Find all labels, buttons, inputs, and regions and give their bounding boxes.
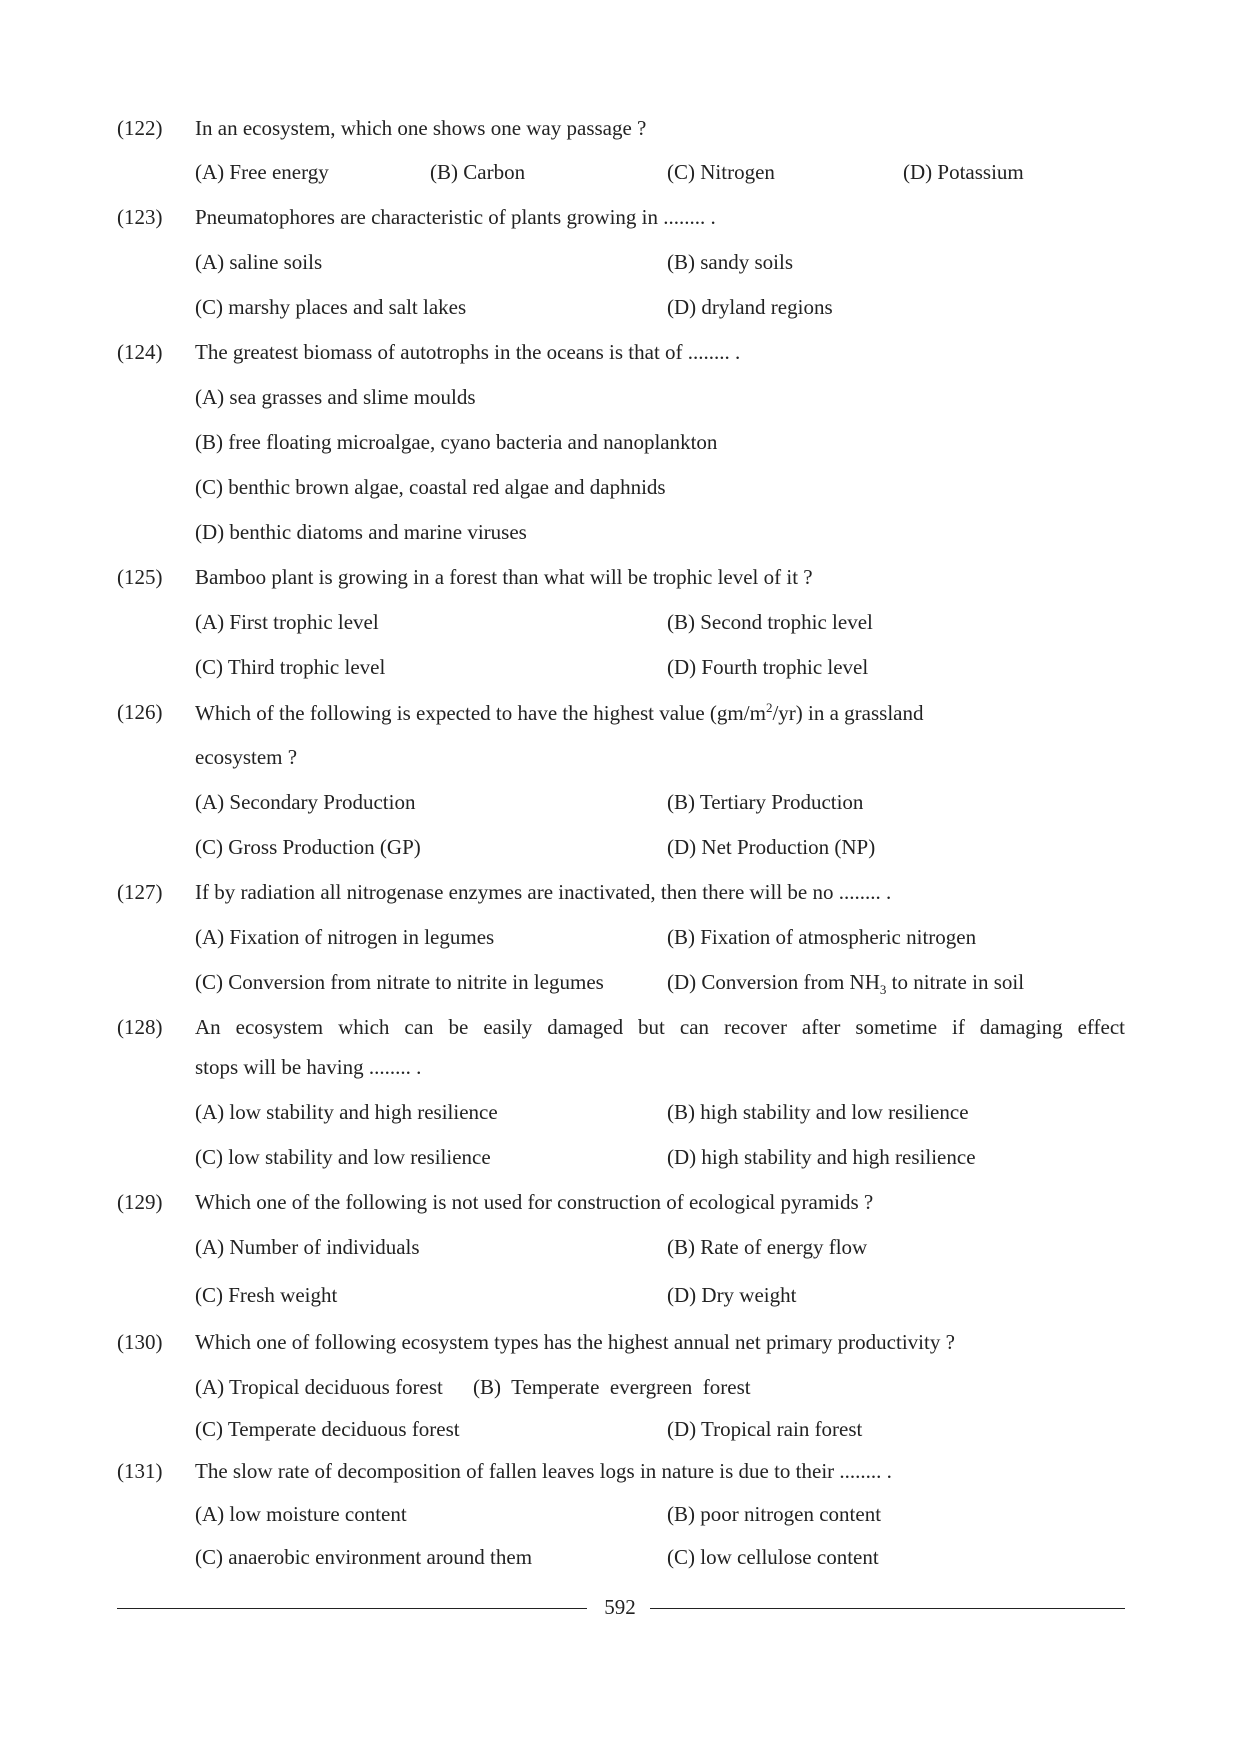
footer-rule-left [117, 1608, 587, 1609]
question-stem: An ecosystem which can be easily damaged but can recover after sometime if damaging effect [195, 1015, 1125, 1039]
option-d: (D) benthic diatoms and marine viruses [195, 520, 527, 544]
option-c: (C) benthic brown algae, coastal red algae and daphnids [195, 475, 666, 499]
option-c: (C) Third trophic level [195, 655, 386, 679]
question-stem: Which of the following is expected to have the highest value $(gm/m^2/yr)$ in a grassland [195, 700, 924, 725]
option-c: (C) marshy places and salt lakes [195, 295, 467, 319]
option-a: (A) low moisture content [195, 1502, 407, 1526]
option-a: (A) low stability and high resilience [195, 1100, 498, 1124]
option-c: (C) Fresh weight [195, 1283, 338, 1307]
question-number: (127) [117, 880, 163, 904]
option-a: (A) Tropical deciduous forest [195, 1375, 443, 1399]
question-number: (125) [117, 565, 163, 589]
question-number: (123) [117, 205, 163, 229]
question-number: (131) [117, 1459, 163, 1483]
option-a: (A) Free energy [195, 160, 329, 184]
option-c: (C) Conversion from nitrate to nitrite in legumes [195, 970, 604, 994]
question-stem: The slow rate of decomposition of fallen leaves logs in nature is due to their ........ . [195, 1459, 892, 1483]
option-d: (D) Net Production (NP) [667, 835, 876, 859]
option-d: (D) Potassium [903, 160, 1024, 184]
page-number: 592 [604, 1595, 636, 1619]
option-d: (D) high stability and high resilience [667, 1145, 976, 1169]
option-a: (A) saline soils [195, 250, 323, 274]
option-d: (D) Conversion from $NH_3$ to nitrate in soil [667, 970, 1025, 998]
option-b: (B) free floating microalgae, cyano bacteria and nanoplankton [195, 430, 718, 454]
option-d: (D) Dry weight [667, 1283, 797, 1307]
option-d: (D) Tropical rain forest [667, 1417, 863, 1441]
option-d: (D) Fourth trophic level [667, 655, 869, 679]
question-stem: In an ecosystem, which one shows one way passage ? [195, 116, 647, 140]
question-number: (129) [117, 1190, 163, 1214]
option-c: (C) Nitrogen [667, 160, 775, 184]
question-number: (130) [117, 1330, 163, 1354]
question-number: (126) [117, 700, 163, 724]
question-stem: Which one of following ecosystem types has the highest annual net primary productivity ? [195, 1330, 955, 1354]
option-b: (B) Fixation of atmospheric nitrogen [667, 925, 977, 949]
option-b: (B) high stability and low resilience [667, 1100, 969, 1124]
question-stem: Bamboo plant is growing in a forest than what will be trophic level of it ? [195, 565, 813, 589]
option-a: (A) Secondary Production [195, 790, 416, 814]
option-a: (A) First trophic level [195, 610, 379, 634]
footer-rule-right [650, 1608, 1125, 1609]
question-number: (124) [117, 340, 163, 364]
option-b: (B) sandy soils [667, 250, 793, 274]
option-a: (A) Fixation of nitrogen in legumes [195, 925, 495, 949]
option-b: (B) Second trophic level [667, 610, 873, 634]
option-b: (B) Temperate evergreen forest [473, 1375, 751, 1399]
option-b: (B) Carbon [430, 160, 526, 184]
option-d: (D) dryland regions [667, 295, 833, 319]
option-b: (B) poor nitrogen content [667, 1502, 882, 1526]
question-stem: Pneumatophores are characteristic of plants growing in ........ . [195, 205, 716, 229]
option-b: (B) Tertiary Production [667, 790, 864, 814]
question-number: (122) [117, 116, 163, 140]
question-stem: The greatest biomass of autotrophs in the oceans is that of ........ . [195, 340, 741, 364]
option-a: (A) Number of individuals [195, 1235, 420, 1259]
question-number: (128) [117, 1015, 163, 1039]
question-stem: If by radiation all nitrogenase enzymes are inactivated, then there will be no ........ . [195, 880, 892, 904]
option-a: (A) sea grasses and slime moulds [195, 385, 476, 409]
question-stem-continued: ecosystem ? [195, 745, 298, 769]
option-c: (C) low stability and low resilience [195, 1145, 491, 1169]
option-b: (B) Rate of energy flow [667, 1235, 868, 1259]
option-c: (C) Gross Production (GP) [195, 835, 421, 859]
option-c: (C) anaerobic environment around them [195, 1545, 533, 1569]
option-c: (C) Temperate deciduous forest [195, 1417, 460, 1441]
option-d: (C) low cellulose content [667, 1545, 879, 1569]
question-stem: Which one of the following is not used for construction of ecological pyramids ? [195, 1190, 874, 1214]
question-stem-continued: stops will be having ........ . [195, 1055, 422, 1079]
